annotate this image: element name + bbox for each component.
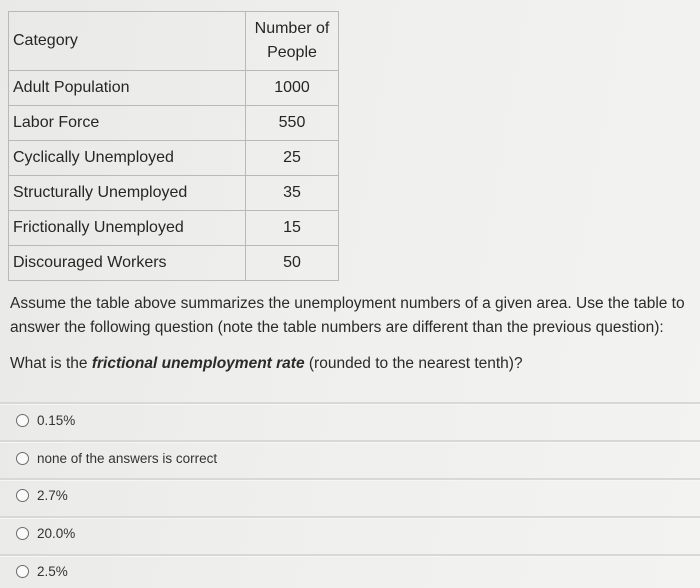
row-count: 35 bbox=[246, 176, 339, 211]
row-count: 25 bbox=[246, 141, 339, 176]
radio-button[interactable] bbox=[16, 527, 29, 540]
table-row bbox=[9, 106, 339, 141]
row-count: 15 bbox=[246, 211, 339, 246]
answer-label: 20.0% bbox=[37, 526, 76, 541]
prompt-emphasis: frictional unemployment rate bbox=[91, 355, 305, 372]
answer-label: 2.5% bbox=[37, 564, 68, 579]
question-prompt bbox=[10, 352, 700, 376]
row-category: Cyclically Unemployed bbox=[9, 141, 246, 176]
table-header-row bbox=[9, 12, 339, 71]
answer-divider bbox=[0, 440, 700, 443]
unemployment-table bbox=[8, 11, 339, 281]
row-count: 550 bbox=[246, 106, 339, 141]
answer-divider bbox=[0, 516, 700, 519]
table-row bbox=[9, 176, 339, 211]
radio-button[interactable] bbox=[16, 414, 29, 427]
radio-button[interactable] bbox=[16, 452, 29, 465]
count-header-line-1: Number of bbox=[254, 20, 330, 37]
question-text bbox=[10, 292, 700, 376]
answer-option[interactable] bbox=[16, 564, 68, 579]
table-row bbox=[9, 141, 339, 176]
table-row bbox=[9, 246, 339, 281]
table-row bbox=[9, 211, 339, 246]
row-category: Labor Force bbox=[9, 106, 246, 141]
category-column-header: Category bbox=[9, 12, 246, 71]
table-row bbox=[9, 71, 339, 106]
answer-option[interactable] bbox=[16, 526, 75, 541]
radio-button[interactable] bbox=[16, 489, 29, 502]
answer-divider bbox=[0, 554, 700, 557]
answer-label: none of the answers is correct bbox=[37, 451, 218, 466]
count-header-line-2: People bbox=[267, 44, 317, 61]
prompt-after: (rounded to the nearest tenth)? bbox=[304, 355, 523, 372]
row-count: 1000 bbox=[246, 71, 339, 106]
answer-divider bbox=[0, 402, 700, 405]
count-column-header bbox=[246, 12, 339, 71]
question-intro: Assume the table above summarizes the unemployment numbers of a given area. Use the table to answer the following question (note the table numbers are different than the previous question): bbox=[10, 295, 685, 336]
answer-label: 0.15% bbox=[37, 413, 76, 428]
answer-option[interactable] bbox=[16, 451, 217, 466]
row-category: Frictionally Unemployed bbox=[9, 211, 246, 246]
row-count: 50 bbox=[246, 246, 339, 281]
answer-option[interactable] bbox=[16, 413, 75, 428]
answer-divider bbox=[0, 478, 700, 481]
row-category: Structurally Unemployed bbox=[9, 176, 246, 211]
radio-button[interactable] bbox=[16, 565, 29, 578]
row-category: Adult Population bbox=[9, 71, 246, 106]
answer-label: 2.7% bbox=[37, 488, 68, 503]
answer-option[interactable] bbox=[16, 488, 68, 503]
row-category: Discouraged Workers bbox=[9, 246, 246, 281]
prompt-before: What is the bbox=[10, 355, 92, 372]
